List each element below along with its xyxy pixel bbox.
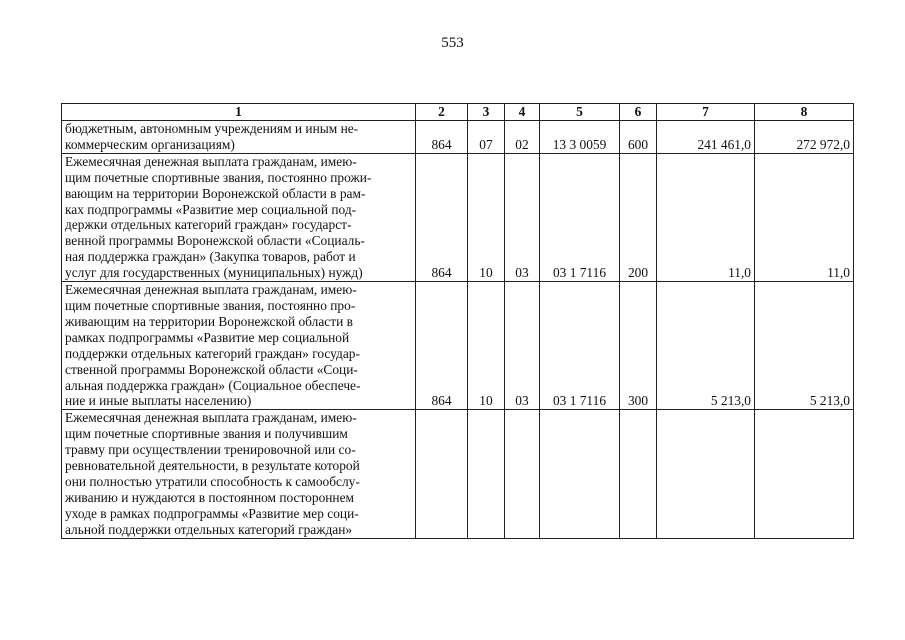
column-header: 6: [620, 104, 657, 121]
table-row: [62, 121, 854, 154]
target-article-cell: 03 1 7116: [540, 282, 620, 410]
column-header: 1: [62, 104, 416, 121]
expense-type-cell: 200: [620, 153, 657, 281]
description-cell: [62, 153, 416, 281]
page-number: 553: [441, 35, 464, 51]
description-line: живанию и нуждаются в постоянном постороннем: [65, 489, 355, 505]
header-row: [62, 104, 854, 121]
column-header: 5: [540, 104, 620, 121]
description-line: ках подпрограммы «Развитие мер социальной под-: [65, 201, 357, 217]
subsection-cell: 03: [505, 153, 540, 281]
section-cell: 10: [468, 153, 505, 281]
description-line: альной поддержки отдельных категорий граждан»: [65, 521, 353, 537]
description-line: Ежемесячная денежная выплата гражданам, имею-: [65, 410, 357, 426]
description-line: живающим на территории Воронежской области в: [65, 313, 353, 329]
description-line: поддержки отдельных категорий граждан» государ-: [65, 345, 360, 361]
amount-cell-col8: 5 213,0: [755, 282, 854, 410]
description-cell: [62, 121, 416, 154]
description-line: рамках подпрограммы «Развитие мер социальной: [65, 329, 350, 345]
description-line: вающим на территории Воронежской области в рам-: [65, 185, 366, 201]
ministry-code-cell: 864: [416, 282, 468, 410]
column-header: 8: [755, 104, 854, 121]
section-cell: [468, 410, 505, 538]
target-article-cell: 13 3 0059: [540, 121, 620, 154]
description-line: уходе в рамках подпрограммы «Развитие мер соци-: [65, 505, 359, 521]
description-line: ние и иные выплаты населению): [65, 393, 252, 409]
budget-table: [61, 103, 854, 539]
description-line: щим почетные спортивные звания и получившим: [65, 426, 348, 442]
amount-cell-col8: 272 972,0: [755, 121, 854, 154]
target-article-cell: 03 1 7116: [540, 153, 620, 281]
description-line: Ежемесячная денежная выплата гражданам, имею-: [65, 282, 357, 298]
description-line: щим почетные спортивные звания, постоянно про-: [65, 297, 356, 313]
ministry-code-cell: [416, 410, 468, 538]
column-header: 2: [416, 104, 468, 121]
expense-type-cell: 300: [620, 282, 657, 410]
description-line: коммерческим организациям): [65, 136, 235, 152]
table-row: [62, 153, 854, 281]
ministry-code-cell: 864: [416, 153, 468, 281]
description-line: ревновательной деятельности, в результате которой: [65, 458, 360, 474]
table-row: [62, 282, 854, 410]
table-row: [62, 410, 854, 538]
amount-cell-col8: [755, 410, 854, 538]
description-line: бюджетным, автономным учреждениям и иным не-: [65, 121, 359, 136]
amount-cell-col8: 11,0: [755, 153, 854, 281]
section-cell: 07: [468, 121, 505, 154]
amount-cell-col7: 11,0: [657, 153, 755, 281]
column-header: 3: [468, 104, 505, 121]
ministry-code-cell: 864: [416, 121, 468, 154]
description-line: они полностью утратили способность к самообслу-: [65, 473, 360, 489]
description-line: услуг для государственных (муниципальных) нужд): [65, 265, 363, 281]
description-line: Ежемесячная денежная выплата гражданам, имею-: [65, 153, 357, 169]
amount-cell-col7: 5 213,0: [657, 282, 755, 410]
target-article-cell: [540, 410, 620, 538]
description-line: ственной программы Воронежской области «Соци-: [65, 361, 358, 377]
section-cell: 10: [468, 282, 505, 410]
column-header: 7: [657, 104, 755, 121]
description-line: венной программы Воронежской области «Социаль-: [65, 233, 365, 249]
description-cell: [62, 282, 416, 410]
description-line: щим почетные спортивные звания, постоянно прожи-: [65, 169, 372, 185]
subsection-cell: 02: [505, 121, 540, 154]
column-header: 4: [505, 104, 540, 121]
expense-type-cell: [620, 410, 657, 538]
description-line: держки отдельных категорий граждан» государст-: [65, 217, 352, 233]
description-line: альная поддержка граждан» (Социальное обеспече-: [65, 377, 361, 393]
expense-type-cell: 600: [620, 121, 657, 154]
description-line: травму при осуществлении тренировочной или со-: [65, 442, 356, 458]
amount-cell-col7: [657, 410, 755, 538]
description-cell: [62, 410, 416, 538]
subsection-cell: [505, 410, 540, 538]
description-line: ная поддержка граждан» (Закупка товаров, работ и: [65, 249, 356, 265]
amount-cell-col7: 241 461,0: [657, 121, 755, 154]
subsection-cell: 03: [505, 282, 540, 410]
